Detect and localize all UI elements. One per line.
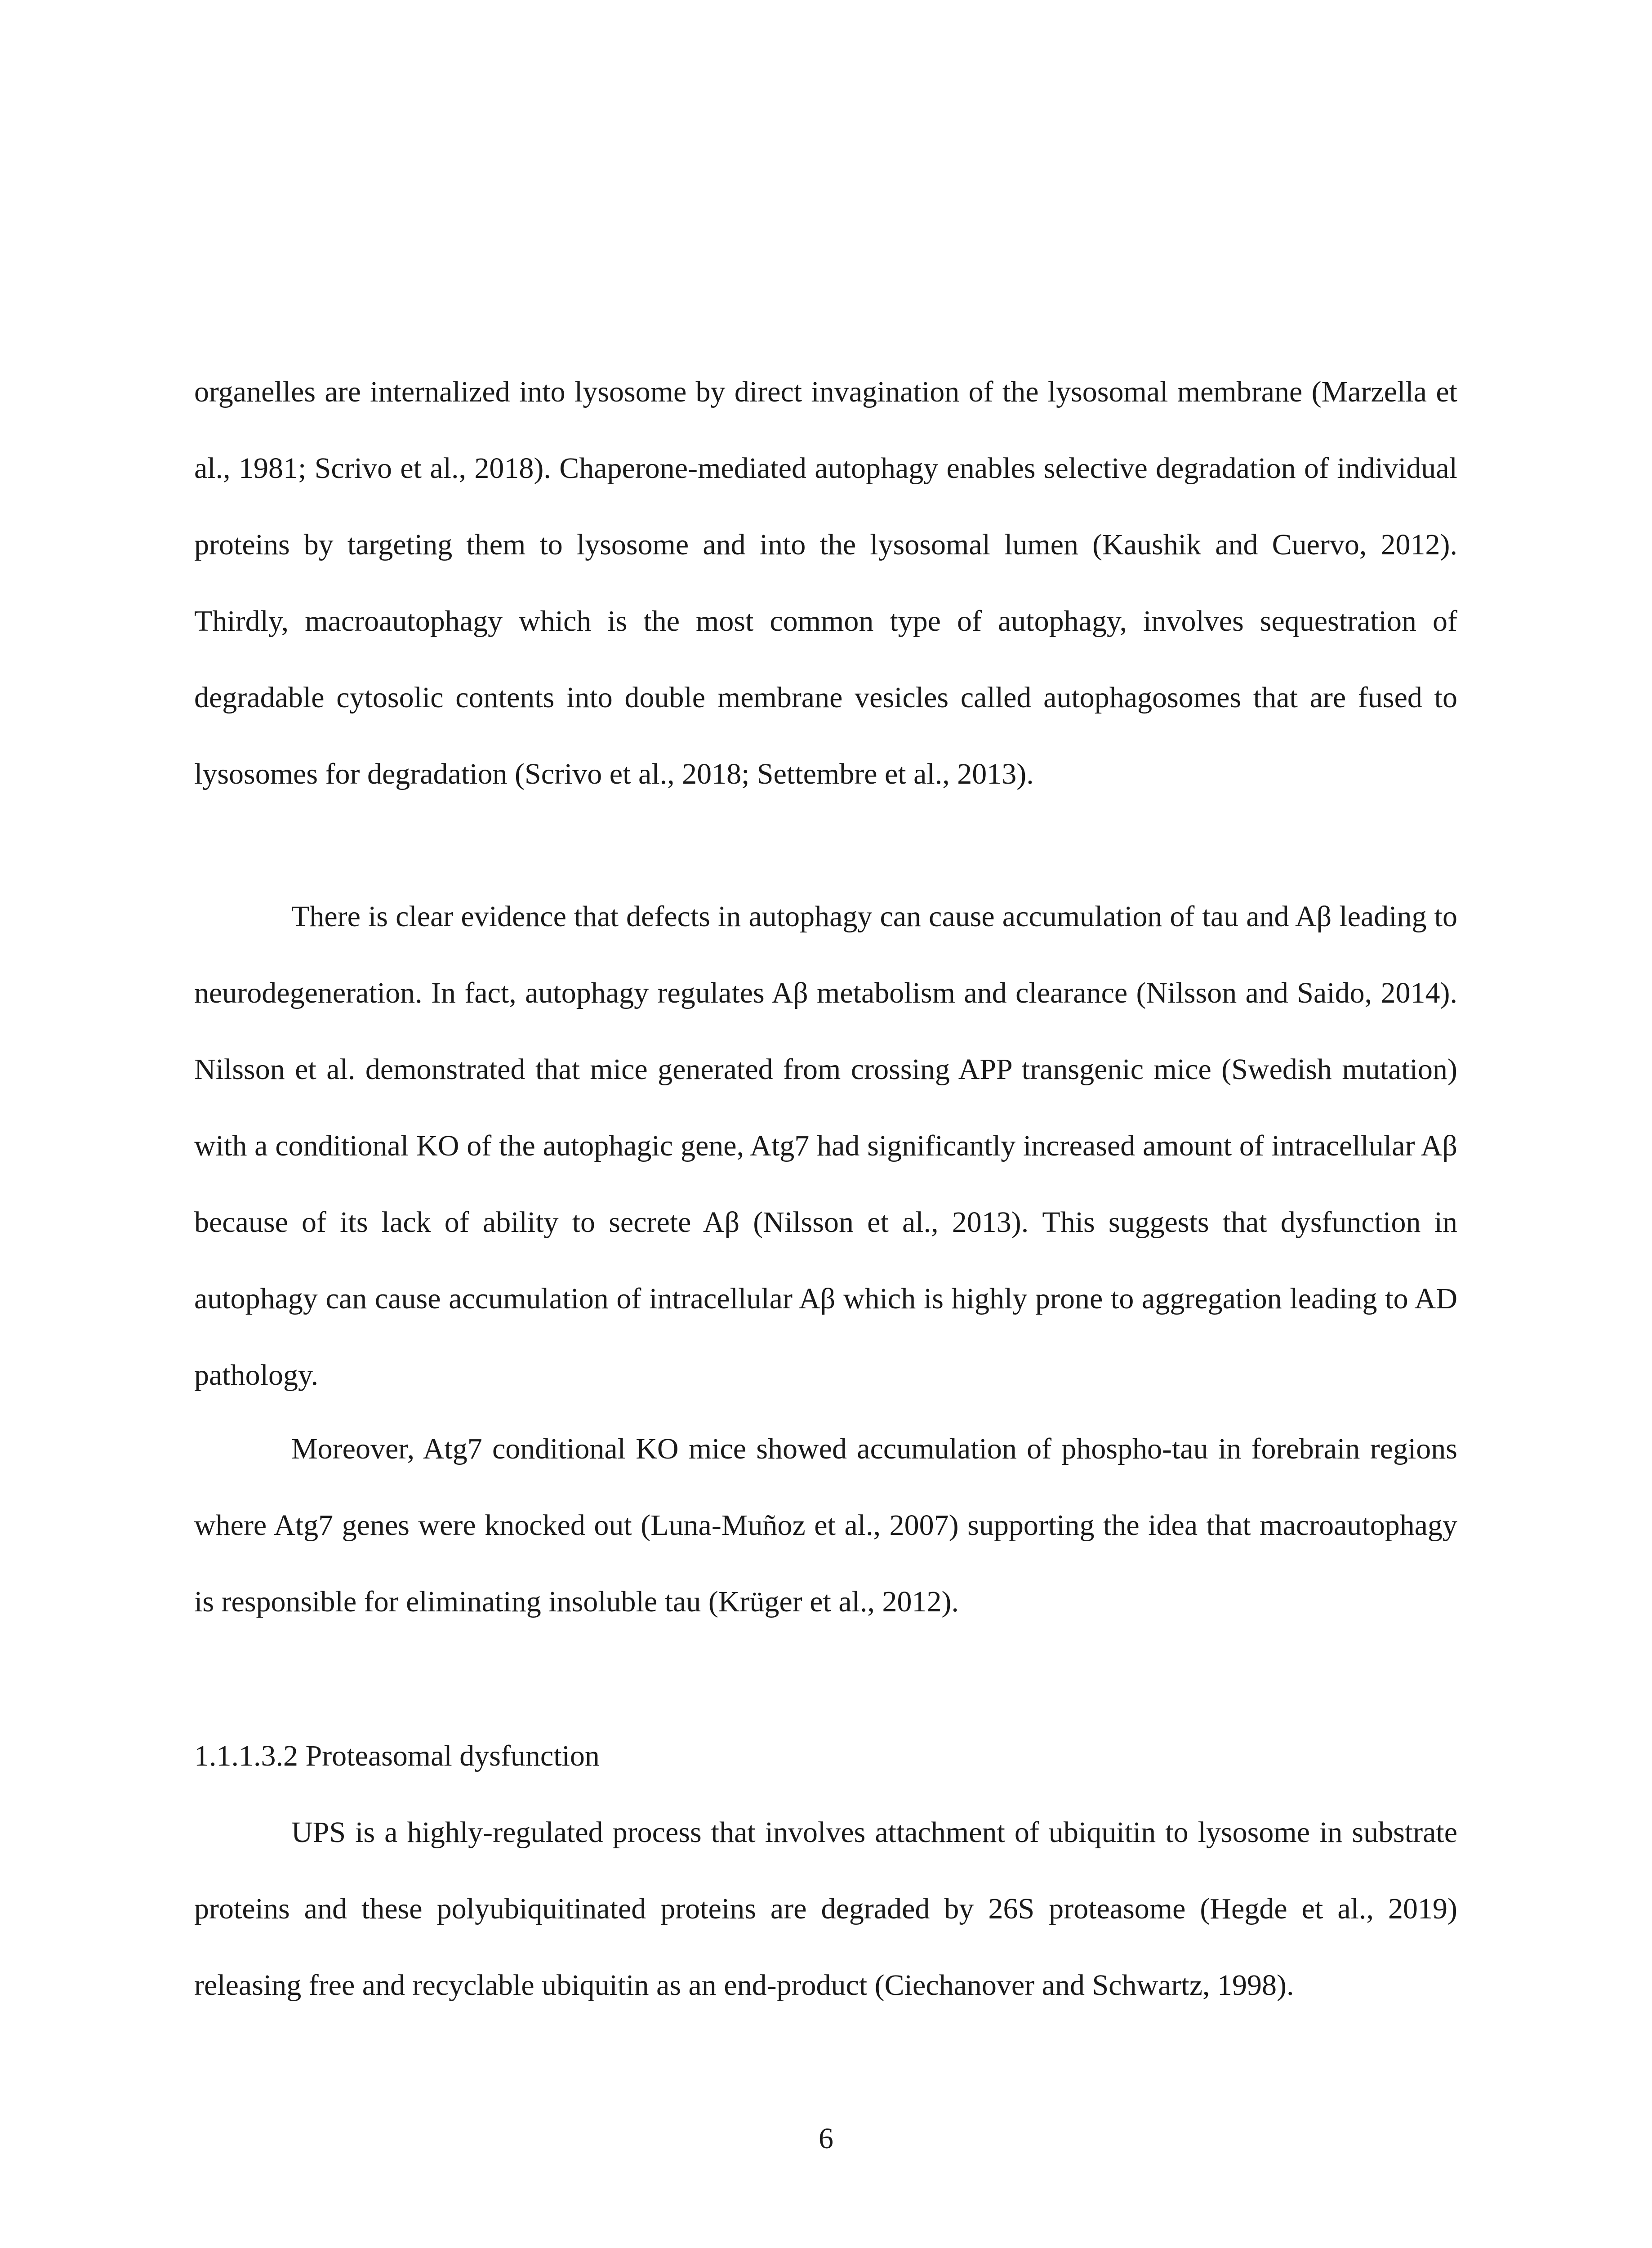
paragraph-atg7-tau: Moreover, Atg7 conditional KO mice showed accumulation of phospho-tau in forebrain regions where Atg7 genes were knocked out (Luna-Muñoz et al., 2007) supporting the idea that macroautophagy is responsible for eliminating insoluble tau (Krüger et al., 2012).	[194, 1432, 1457, 1618]
paragraph-ups: UPS is a highly-regulated process that involves attachment of ubiquitin to lysosome in substrate proteins and these polyubiquitinated proteins are degraded by 26S proteasome (Hegde et al., 2019) releasing free and recyclable ubiquitin as an end-product (Ciechanover and Schwartz, 1998).	[194, 1816, 1457, 2002]
page-number: 6	[819, 2122, 833, 2155]
paragraph-autophagy-types: organelles are internalized into lysosome by direct invagination of the lysosomal membrane (Marzella et al., 1981; Scrivo et al., 2018). Chaperone-mediated autophagy enables selective degradation of individual proteins by targeting them to lysosome and into the lysosomal lumen (Kaushik and Cuervo, 2012). Thirdly, macroautophagy which is the most common type of autophagy, involves sequestration of degradable cytosolic contents into double membrane vesicles called autophagosomes that are fused to lysosomes for degradation (Scrivo et al., 2018; Settembre et al., 2013).	[194, 375, 1457, 790]
section-heading: 1.1.1.3.2 Proteasomal dysfunction	[194, 1740, 600, 1772]
paragraph-autophagy-defects: There is clear evidence that defects in autophagy can cause accumulation of tau and Aβ leading to neurodegeneration. In fact, autophagy regulates Aβ metabolism and clearance (Nilsson and Saido, 2014). Nilsson et al. demonstrated that mice generated from crossing APP transgenic mice (Swedish mutation) with a conditional KO of the autophagic gene, Atg7 had significantly increased amount of intracellular Aβ because of its lack of ability to secrete Aβ (Nilsson et al., 2013). This suggests that dysfunction in autophagy can cause accumulation of intracellular Aβ which is highly prone to aggregation leading to AD pathology.	[194, 900, 1457, 1392]
